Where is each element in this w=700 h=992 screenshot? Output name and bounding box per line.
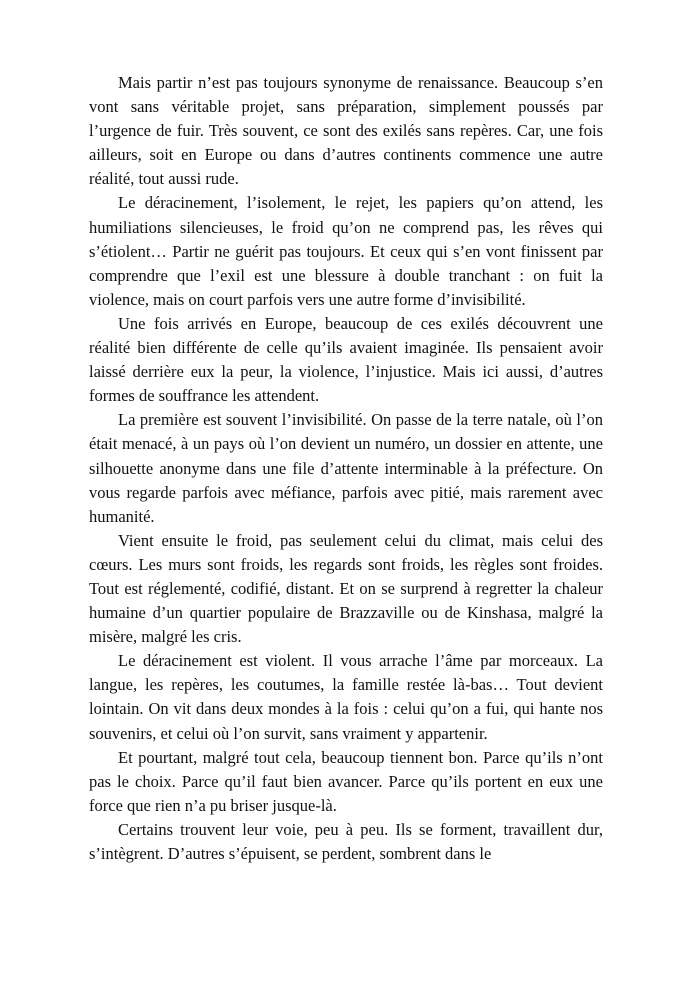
paragraph-4: La première est souvent l’invisibilité. On passe de la terre natale, où l’on était menacé, à un pays où l’on devient un numéro, un dossier en attente, une silhouette anonyme dans une file d’attente interminable à la préfecture. On vous regarde parfois avec méfiance, parfois avec pitié, mais rarement avec humanité. bbox=[89, 410, 603, 526]
paragraph-6: Le déracinement est violent. Il vous arrache l’âme par morceaux. La langue, les repères, les coutumes, la famille restée là-bas… Tout devient lointain. On vit dans deux mondes à la fois : celui qu’on a fui, qui hante nos souvenirs, et celui où l’on survit, sans vraiment y appartenir. bbox=[89, 651, 603, 743]
body-text bbox=[89, 71, 603, 866]
paragraph-8: Certains trouvent leur voie, peu à peu. Ils se forment, travaillent dur, s’intègrent. D’autres s’épuisent, se perdent, sombrent dans le bbox=[89, 819, 603, 863]
paragraph-3: Une fois arrivés en Europe, beaucoup de ces exilés découvrent une réalité bien différente de celle qu’ils avaient imaginée. Ils pensaient avoir laissé derrière eux la peur, la violence, l’injustice. Mais ici aussi, d’autres formes de souffrance les attendent. bbox=[89, 313, 603, 406]
paragraph-5: Vient ensuite le froid, pas seulement celui du climat, mais celui des cœurs. Les murs sont froids, les regards sont froids, les règles sont froides. Tout est réglementé, codifié, distant. Et on se surprend à regretter la chaleur humaine d’un quartier populaire de Brazzaville ou de Kinshasa, malgré la misère, malgré les cris. bbox=[89, 530, 603, 647]
paragraph-1: Mais partir n’est pas toujours synonyme de renaissance. Beaucoup s’en vont sans véritable projet, sans préparation, simplement poussés par l’urgence de fuir. Très souvent, ce sont des exilés sans repères. Car, une fois ailleurs, soit en Europe ou dans d’autres continents commence une autre réalité, tout aussi rude. bbox=[89, 73, 603, 189]
paragraph-7: Et pourtant, malgré tout cela, beaucoup tiennent bon. Parce qu’ils n’ont pas le choix. Parce qu’il faut bien avancer. Parce qu’ils portent en eux une force que rien n’a pu briser jusque-là. bbox=[89, 747, 603, 815]
paragraph-2: Le déracinement, l’isolement, le rejet, les papiers qu’on attend, les humiliations silencieuses, le froid qu’on ne comprend pas, les rêves qui s’étiolent… Partir ne guérit pas toujours. Et ceux qui s’en vont finissent par comprendre que l’exil est une blessure à double tranchant : on fuit la violence, mais on court parfois vers une autre forme d’invisibilité. bbox=[89, 193, 603, 309]
